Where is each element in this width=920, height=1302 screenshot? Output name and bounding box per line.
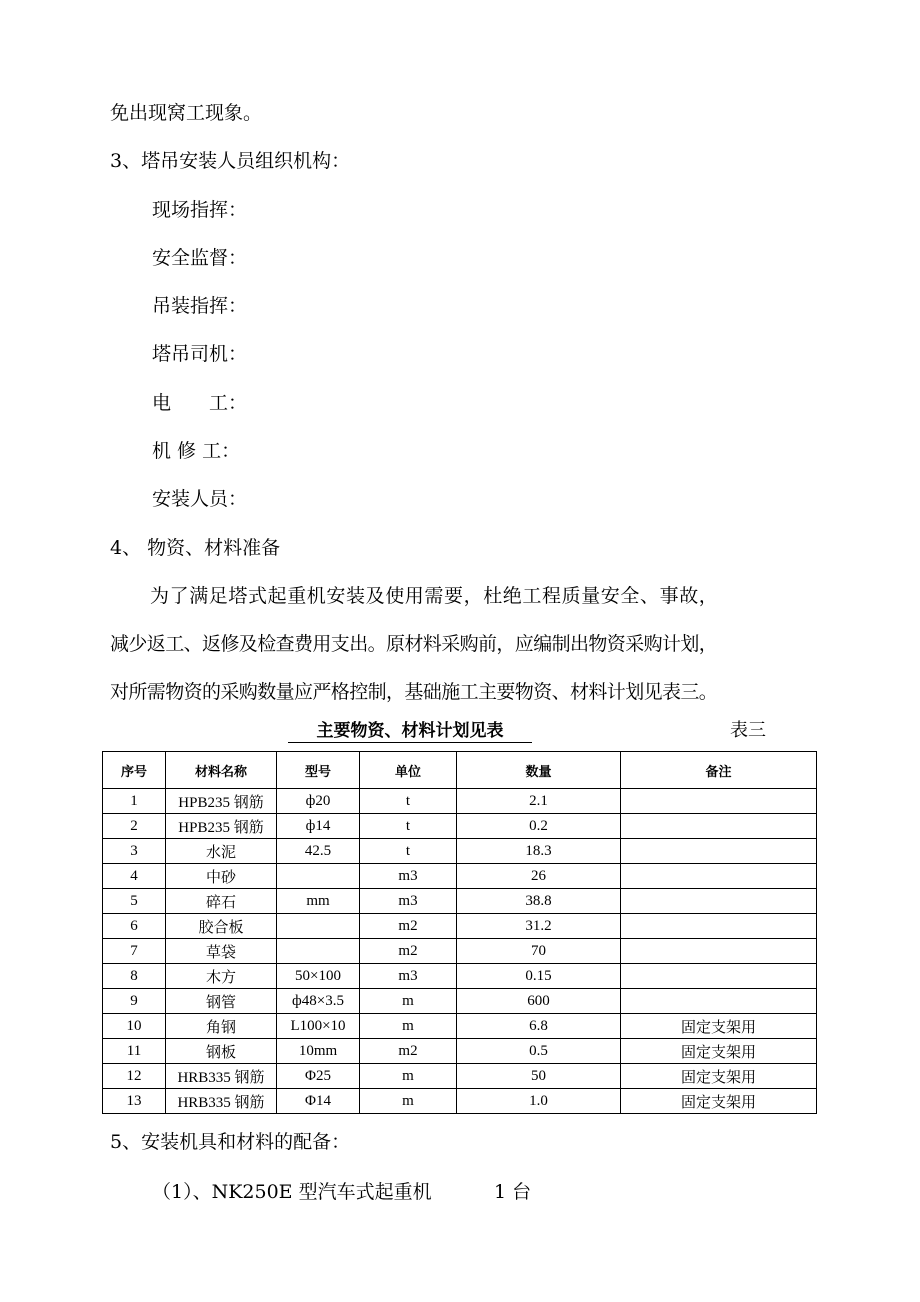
- cell-material: 草袋: [166, 939, 277, 964]
- table-row: [103, 889, 817, 914]
- cell-index: 12: [103, 1064, 166, 1089]
- paragraph-line-3: 对所需物资的采购数量应严格控制，基础施工主要物资、材料计划见表三。: [110, 681, 718, 703]
- heading-install-staff: 3、塔吊安装人员组织机构：: [110, 150, 351, 172]
- cell-material: 钢管: [166, 989, 277, 1014]
- cell-unit: m: [360, 1014, 457, 1039]
- cell-material: 钢板: [166, 1039, 277, 1064]
- cell-index: 5: [103, 889, 166, 914]
- equipment-item-1-qty: 1 台: [494, 1181, 532, 1203]
- cell-material: 碎石: [166, 889, 277, 914]
- cell-unit: m2: [360, 914, 457, 939]
- cell-remark: [621, 889, 817, 914]
- cell-remark: [621, 814, 817, 839]
- cell-remark: [621, 864, 817, 889]
- cell-quantity: 50: [457, 1064, 621, 1089]
- cell-index: 8: [103, 964, 166, 989]
- cell-material: 木方: [166, 964, 277, 989]
- cell-remark: [621, 939, 817, 964]
- cell-index: 10: [103, 1014, 166, 1039]
- cell-model: ф48×3.5: [277, 989, 360, 1014]
- cell-model: ф20: [277, 789, 360, 814]
- cell-model: Φ25: [277, 1064, 360, 1089]
- cell-index: 3: [103, 839, 166, 864]
- cell-index: 13: [103, 1089, 166, 1114]
- cell-remark: [621, 839, 817, 864]
- cell-material: HPB235 钢筋: [166, 789, 277, 814]
- table-row: [103, 1089, 817, 1114]
- cell-unit: m: [360, 989, 457, 1014]
- cell-model: L100×10: [277, 1014, 360, 1039]
- cell-index: 11: [103, 1039, 166, 1064]
- role-safety-supervision: 安全监督：: [152, 247, 248, 269]
- cell-unit: m: [360, 1064, 457, 1089]
- role-site-command: 现场指挥：: [152, 199, 248, 221]
- heading-materials: 4、 物资、材料准备: [110, 537, 281, 559]
- cell-remark: [621, 914, 817, 939]
- cell-model: [277, 864, 360, 889]
- cell-quantity: 70: [457, 939, 621, 964]
- cell-remark: 固定支架用: [621, 1064, 817, 1089]
- table-row: [103, 1039, 817, 1064]
- cell-quantity: 0.5: [457, 1039, 621, 1064]
- cell-quantity: 1.0: [457, 1089, 621, 1114]
- materials-table: [102, 751, 817, 1114]
- col-header-quantity: 数量: [457, 752, 621, 789]
- role-mechanic: 机 修 工：: [152, 440, 241, 462]
- cell-quantity: 31.2: [457, 914, 621, 939]
- cell-unit: m2: [360, 939, 457, 964]
- cell-index: 2: [103, 814, 166, 839]
- cell-unit: m3: [360, 964, 457, 989]
- cell-unit: m3: [360, 864, 457, 889]
- paragraph-line-2: 减少返工、返修及检查费用支出。原材料采购前，应编制出物资采购计划，: [110, 633, 718, 655]
- cell-material: HRB335 钢筋: [166, 1089, 277, 1114]
- cell-remark: [621, 964, 817, 989]
- cell-model: ф14: [277, 814, 360, 839]
- table-row: [103, 939, 817, 964]
- cell-quantity: 600: [457, 989, 621, 1014]
- cell-model: [277, 939, 360, 964]
- cell-material: 水泥: [166, 839, 277, 864]
- cell-material: 胶合板: [166, 914, 277, 939]
- cell-unit: t: [360, 789, 457, 814]
- cell-remark: [621, 789, 817, 814]
- table-row: [103, 1064, 817, 1089]
- cell-quantity: 26: [457, 864, 621, 889]
- cell-index: 4: [103, 864, 166, 889]
- col-header-remark: 备注: [621, 752, 817, 789]
- paragraph-fragment: 免出现窝工现象。: [110, 102, 263, 124]
- cell-remark: 固定支架用: [621, 1039, 817, 1064]
- cell-index: 6: [103, 914, 166, 939]
- cell-model: mm: [277, 889, 360, 914]
- cell-unit: m: [360, 1089, 457, 1114]
- cell-index: 7: [103, 939, 166, 964]
- table-row: [103, 989, 817, 1014]
- table-row: [103, 839, 817, 864]
- cell-remark: 固定支架用: [621, 1014, 817, 1039]
- col-header-material: 材料名称: [166, 752, 277, 789]
- table-title: 主要物资、材料计划见表: [288, 720, 532, 743]
- role-installers: 安装人员：: [152, 488, 248, 510]
- cell-material: HPB235 钢筋: [166, 814, 277, 839]
- role-lifting-command: 吊装指挥：: [152, 295, 248, 317]
- cell-model: 10mm: [277, 1039, 360, 1064]
- cell-index: 9: [103, 989, 166, 1014]
- role-electrician: 电 工：: [152, 392, 248, 414]
- cell-remark: 固定支架用: [621, 1089, 817, 1114]
- paragraph-line-1: 为了满足塔式起重机安装及使用需要，杜绝工程质量安全、事故，: [150, 585, 719, 607]
- cell-material: 中砂: [166, 864, 277, 889]
- cell-unit: t: [360, 814, 457, 839]
- heading-equipment: 5、安装机具和材料的配备：: [110, 1131, 351, 1153]
- col-header-index: 序号: [103, 752, 166, 789]
- table-row: [103, 964, 817, 989]
- cell-material: HRB335 钢筋: [166, 1064, 277, 1089]
- cell-unit: t: [360, 839, 457, 864]
- cell-model: 42.5: [277, 839, 360, 864]
- cell-unit: m2: [360, 1039, 457, 1064]
- cell-quantity: 18.3: [457, 839, 621, 864]
- table-header-row: [103, 752, 817, 789]
- cell-quantity: 6.8: [457, 1014, 621, 1039]
- role-crane-driver: 塔吊司机：: [152, 343, 248, 365]
- cell-model: 50×100: [277, 964, 360, 989]
- cell-quantity: 0.15: [457, 964, 621, 989]
- table-row: [103, 814, 817, 839]
- cell-unit: m3: [360, 889, 457, 914]
- table-row: [103, 914, 817, 939]
- cell-model: [277, 914, 360, 939]
- cell-index: 1: [103, 789, 166, 814]
- equipment-item-1: （1）、NK250E 型汽车式起重机: [152, 1181, 432, 1203]
- cell-remark: [621, 989, 817, 1014]
- table-number: 表三: [730, 720, 766, 741]
- table-row: [103, 1014, 817, 1039]
- cell-model: Φ14: [277, 1089, 360, 1114]
- table-row: [103, 864, 817, 889]
- cell-material: 角钢: [166, 1014, 277, 1039]
- col-header-model: 型号: [277, 752, 360, 789]
- cell-quantity: 38.8: [457, 889, 621, 914]
- cell-quantity: 2.1: [457, 789, 621, 814]
- col-header-unit: 单位: [360, 752, 457, 789]
- cell-quantity: 0.2: [457, 814, 621, 839]
- table-row: [103, 789, 817, 814]
